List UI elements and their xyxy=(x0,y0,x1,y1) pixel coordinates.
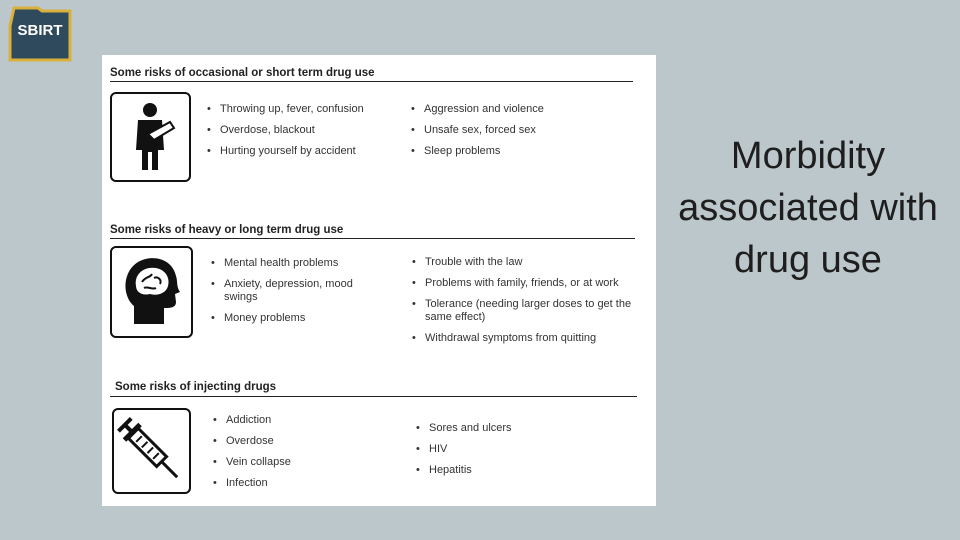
injecting-list-left xyxy=(212,414,372,498)
list-item: • Infection xyxy=(212,477,372,490)
list-item: • HIV xyxy=(415,443,615,456)
list-item: • Trouble with the law xyxy=(411,256,656,269)
list-item: • Hepatitis xyxy=(415,464,615,477)
short-term-list-left xyxy=(206,103,396,166)
list-item: • Withdrawal symptoms from quitting xyxy=(411,332,656,345)
section-title-short-term: Some risks of occasional or short term drug use xyxy=(110,67,375,79)
list-item: • Overdose, blackout xyxy=(206,124,396,137)
brain-head-icon xyxy=(110,246,193,338)
section-rule xyxy=(110,396,637,397)
syringe-icon xyxy=(112,408,191,494)
list-item: • Throwing up, fever, confusion xyxy=(206,103,396,116)
list-item: • Overdose xyxy=(212,435,372,448)
list-item: • Addiction xyxy=(212,414,372,427)
list-item: • Hurting yourself by accident xyxy=(206,145,396,158)
list-item: • Anxiety, depression, mood swings xyxy=(210,278,385,304)
logo-text: SBIRT xyxy=(17,22,63,39)
long-term-list-left xyxy=(210,257,385,333)
list-item: • Mental health problems xyxy=(210,257,385,270)
section-title-long-term: Some risks of heavy or long term drug use xyxy=(110,224,344,236)
risks-figure xyxy=(102,55,656,506)
list-item: • Money problems xyxy=(210,312,385,325)
list-item: • Vein collapse xyxy=(212,456,372,469)
list-item: • Sores and ulcers xyxy=(415,422,615,435)
list-item: • Problems with family, friends, or at work xyxy=(411,277,656,290)
injecting-list-right xyxy=(415,422,615,485)
short-term-list-right xyxy=(410,103,645,166)
section-title-injecting: Some risks of injecting drugs xyxy=(115,381,277,393)
list-item: • Aggression and violence xyxy=(410,103,645,116)
list-item: • Tolerance (needing larger doses to get the same effect) xyxy=(411,298,656,324)
section-rule xyxy=(110,238,635,239)
injured-person-icon xyxy=(110,92,191,182)
long-term-list-right xyxy=(411,256,656,353)
list-item: • Sleep problems xyxy=(410,145,645,158)
slide-title: Morbidity associated with drug use xyxy=(678,135,938,281)
list-item: • Unsafe sex, forced sex xyxy=(410,124,645,137)
section-rule xyxy=(110,81,633,82)
sbirt-logo xyxy=(8,6,76,62)
